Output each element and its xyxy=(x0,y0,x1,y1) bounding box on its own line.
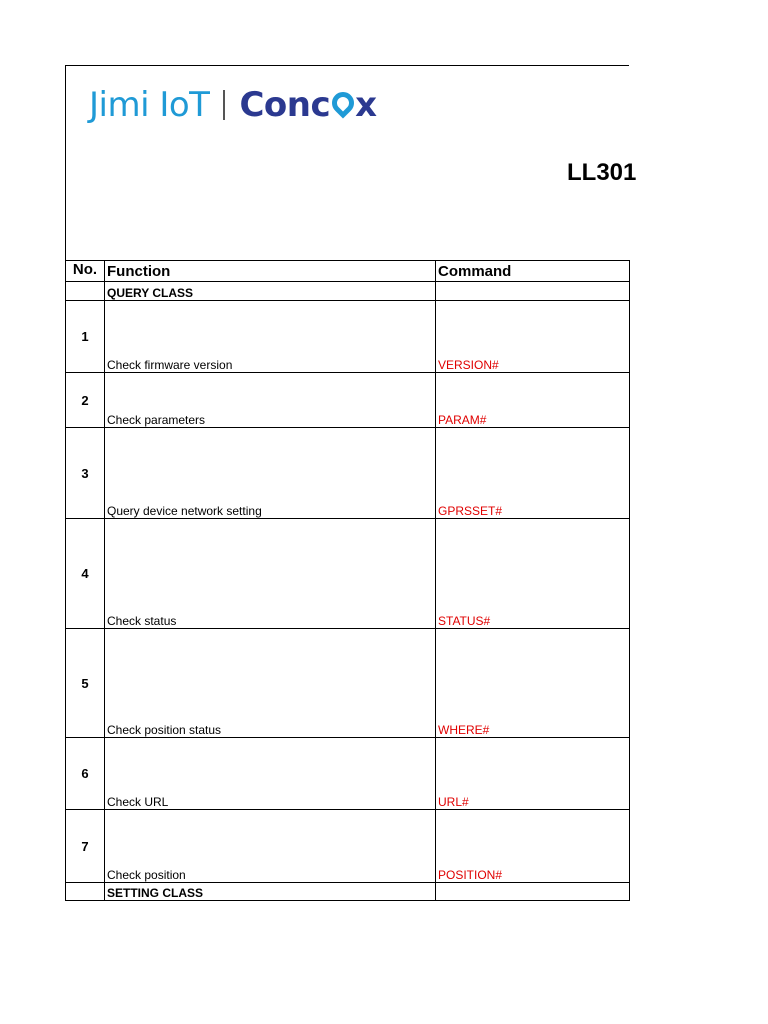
row-command: STATUS# xyxy=(436,519,630,629)
jimi-iot-logo: Jimi IoT xyxy=(89,85,210,125)
row-function: Check position xyxy=(105,810,436,883)
query-class-label: QUERY CLASS xyxy=(105,282,436,301)
header-function: Function xyxy=(105,261,436,282)
setting-class-label: SETTING CLASS xyxy=(105,883,436,901)
concox-logo-right: x xyxy=(355,85,377,125)
command-table xyxy=(65,260,630,901)
row-number: 1 xyxy=(66,301,105,373)
row-function: Check parameters xyxy=(105,373,436,428)
frame-top-border xyxy=(65,65,629,66)
row-number: 2 xyxy=(66,373,105,428)
row-function: Check position status xyxy=(105,629,436,738)
row-function: Check URL xyxy=(105,738,436,810)
row-command: GPRSSET# xyxy=(436,428,630,519)
header-command: Command xyxy=(436,261,630,282)
concox-logo-left: Conc xyxy=(239,85,331,125)
header-no: No. xyxy=(66,261,105,282)
row-command: POSITION# xyxy=(436,810,630,883)
concox-logo xyxy=(239,85,376,125)
location-pin-icon xyxy=(328,87,359,118)
row-number: 3 xyxy=(66,428,105,519)
logo-divider xyxy=(223,90,225,120)
class-row-setting xyxy=(66,883,630,901)
table-row xyxy=(66,373,630,428)
document-title: LL301 xyxy=(567,159,637,186)
frame-left-border xyxy=(65,65,66,261)
table-row xyxy=(66,301,630,373)
table-row xyxy=(66,519,630,629)
class-row-query xyxy=(66,282,630,301)
row-command: WHERE# xyxy=(436,629,630,738)
table-header-row xyxy=(66,261,630,282)
row-command: PARAM# xyxy=(436,373,630,428)
row-number: 5 xyxy=(66,629,105,738)
row-number: 4 xyxy=(66,519,105,629)
spreadsheet-page xyxy=(65,65,637,901)
table-row xyxy=(66,629,630,738)
table-row xyxy=(66,810,630,883)
row-number: 7 xyxy=(66,810,105,883)
table-row xyxy=(66,738,630,810)
brand-logo xyxy=(89,85,377,125)
table-row xyxy=(66,428,630,519)
row-number: 6 xyxy=(66,738,105,810)
row-function: Query device network setting xyxy=(105,428,436,519)
row-command: VERSION# xyxy=(436,301,630,373)
row-function: Check firmware version xyxy=(105,301,436,373)
row-function: Check status xyxy=(105,519,436,629)
row-command: URL# xyxy=(436,738,630,810)
